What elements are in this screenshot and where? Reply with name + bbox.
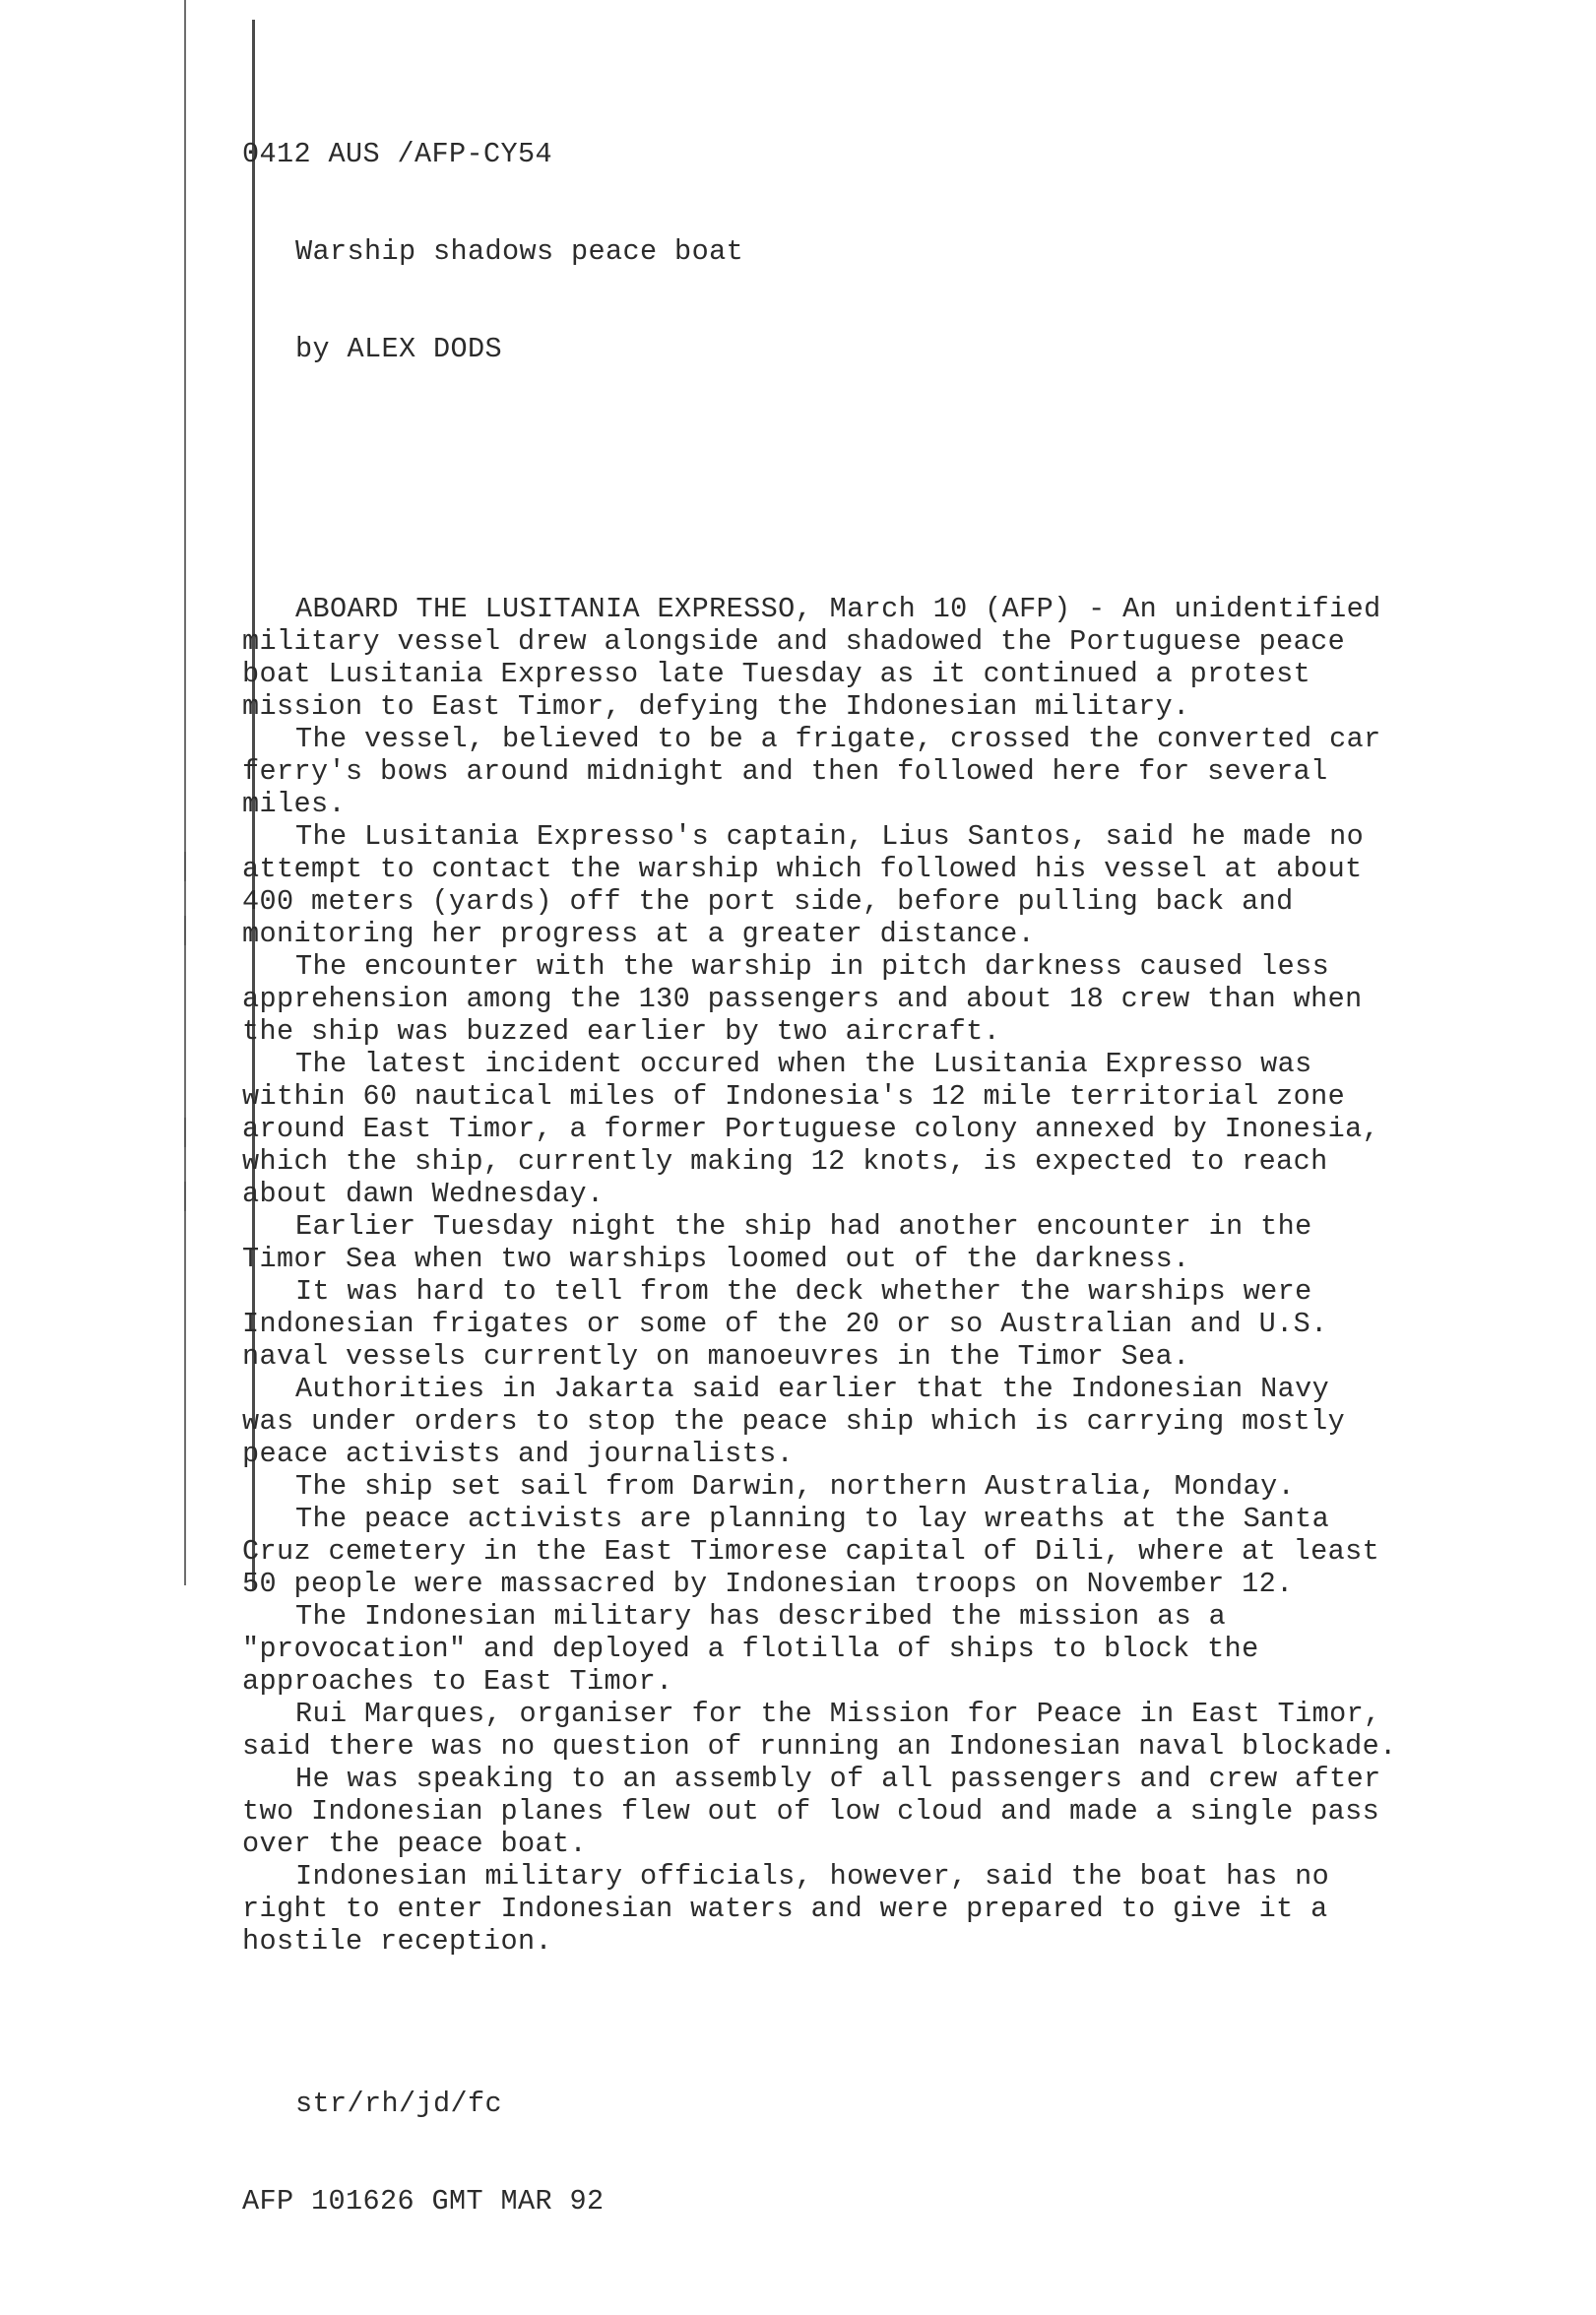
text-line: Indonesian military officials, however, said the boat has no — [295, 1860, 1330, 1893]
text-line: hostile reception. — [242, 1925, 553, 1958]
text-line: Earlier Tuesday night the ship had another encounter in the — [295, 1210, 1312, 1243]
paragraph — [242, 723, 1483, 820]
text-line: within 60 nautical miles of Indonesia's 12 mile territorial zone — [242, 1080, 1346, 1113]
text-line: It was hard to tell from the deck whether the warships were — [295, 1275, 1312, 1308]
text-line: naval vessels currently on manoeuvres in the Timor Sea. — [242, 1340, 1190, 1373]
text-line: 50 people were massacred by Indonesian troops on November 12. — [242, 1568, 1294, 1600]
paragraph — [242, 950, 1483, 1048]
text-line: said there was no question of running an Indonesian naval blockade. — [242, 1730, 1397, 1763]
text-line: 400 meters (yards) off the port side, before pulling back and — [242, 885, 1294, 918]
scan-edge-line — [184, 0, 186, 1585]
headline: Warship shadows peace boat — [295, 235, 744, 268]
scan-tick-mark — [184, 852, 186, 881]
scan-tick-mark — [184, 916, 186, 945]
text-line: Cruz cemetery in the East Timorese capital of Dili, where at least — [242, 1535, 1380, 1568]
text-line: was under orders to stop the peace ship which is carrying mostly — [242, 1405, 1346, 1438]
text-line: about dawn Wednesday. — [242, 1178, 605, 1210]
text-line: peace activists and journalists. — [242, 1438, 795, 1470]
text-line: The Lusitania Expresso's captain, Lius Santos, said he made no — [295, 820, 1365, 853]
byline: by ALEX DODS — [295, 333, 503, 365]
paragraph — [242, 1860, 1483, 1958]
text-line: two Indonesian planes flew out of low cloud and made a single pass — [242, 1795, 1380, 1828]
text-line: The encounter with the warship in pitch darkness caused less — [295, 950, 1330, 983]
article-footer — [242, 2023, 1483, 2283]
paragraph — [242, 1503, 1483, 1600]
text-line: military vessel drew alongside and shadowed the Portuguese peace — [242, 625, 1346, 658]
text-line: ferry's bows around midnight and then followed here for several — [242, 755, 1328, 788]
text-line: around East Timor, a former Portuguese colony annexed by Inonesia, — [242, 1113, 1380, 1145]
text-line: The vessel, believed to be a frigate, crossed the converted car — [295, 723, 1381, 755]
wire-slug: 0412 AUS /AFP-CY54 — [242, 138, 553, 170]
text-line: apprehension among the 130 passengers and about 18 crew than when — [242, 983, 1363, 1015]
article-body — [242, 593, 1483, 1958]
paragraph — [242, 593, 1483, 723]
text-line: which the ship, currently making 12 knots, is expected to reach — [242, 1145, 1328, 1178]
text-line: "provocation" and deployed a flotilla of ships to block the — [242, 1633, 1259, 1665]
paragraph — [242, 1373, 1483, 1470]
text-line: boat Lusitania Expresso late Tuesday as it continued a protest — [242, 658, 1311, 690]
text-line: mission to East Timor, defying the Ihdonesian military. — [242, 690, 1190, 723]
text-line: right to enter Indonesian waters and were prepared to give it a — [242, 1893, 1328, 1925]
text-line: He was speaking to an assembly of all passengers and crew after — [295, 1763, 1381, 1795]
paragraph — [242, 1210, 1483, 1275]
paragraph — [242, 1600, 1483, 1698]
text-line: ABOARD THE LUSITANIA EXPRESSO, March 10 (AFP) - An unidentified — [295, 593, 1381, 625]
text-line: The peace activists are planning to lay wreaths at the Santa — [295, 1503, 1330, 1535]
transmission-timestamp: AFP 101626 GMT MAR 92 — [242, 2185, 605, 2218]
article-header — [242, 73, 1483, 430]
text-line: Indonesian frigates or some of the 20 or so Australian and U.S. — [242, 1308, 1328, 1340]
text-line: approaches to East Timor. — [242, 1665, 673, 1698]
paragraph — [242, 1275, 1483, 1373]
text-line: miles. — [242, 788, 347, 820]
paragraph — [242, 820, 1483, 950]
scan-tick-mark — [184, 1182, 186, 1211]
text-line: The latest incident occured when the Lusitania Expresso was — [295, 1048, 1312, 1080]
paragraph — [242, 1763, 1483, 1860]
text-line: the ship was buzzed earlier by two aircraft. — [242, 1015, 1001, 1048]
text-line: attempt to contact the warship which followed his vessel at about — [242, 853, 1363, 885]
text-line: The Indonesian military has described the mission as a — [295, 1600, 1227, 1633]
editor-codes: str/rh/jd/fc — [295, 2088, 503, 2120]
text-line: over the peace boat. — [242, 1828, 588, 1860]
text-line: The ship set sail from Darwin, northern Australia, Monday. — [295, 1470, 1296, 1503]
text-line: Timor Sea when two warships loomed out of the darkness. — [242, 1243, 1190, 1275]
text-line: Rui Marques, organiser for the Mission for Peace in East Timor, — [295, 1698, 1381, 1730]
text-line: Authorities in Jakarta said earlier that the Indonesian Navy — [295, 1373, 1330, 1405]
scan-tick-mark — [184, 1118, 186, 1147]
paragraph — [242, 1048, 1483, 1210]
text-line: monitoring her progress at a greater distance. — [242, 918, 1036, 950]
paragraph — [242, 1470, 1483, 1503]
paragraph — [242, 1698, 1483, 1763]
news-wire-document — [242, 8, 1483, 2315]
spacer — [242, 495, 1483, 528]
